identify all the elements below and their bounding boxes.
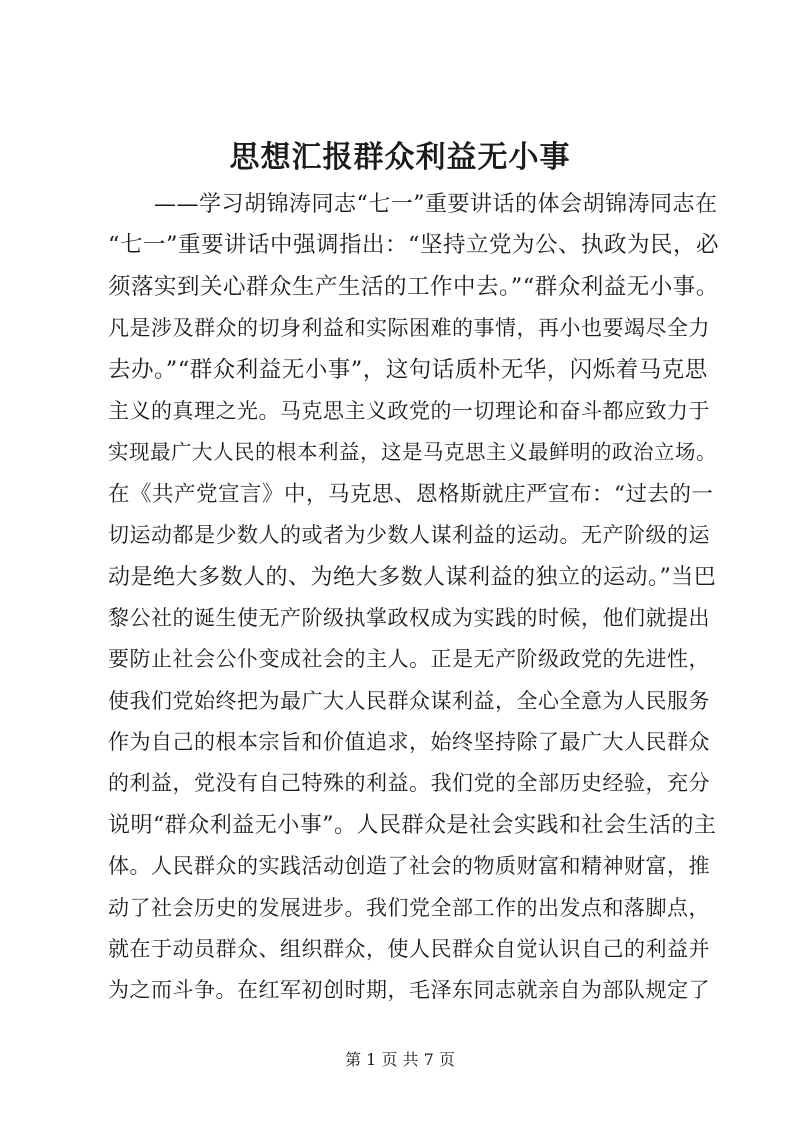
body-line: 凡是涉及群众的切身利益和实际困难的事情，再小也要竭尽全力 xyxy=(108,316,710,341)
page-footer: 第 1 页 共 7 页 xyxy=(345,1050,455,1069)
body-line: 在《共产党宣言》中，马克思、恩格斯就庄严宣布：“过去的一 xyxy=(108,481,714,507)
body-line: 的利益，党没有自己特殊的利益。我们党的全部历史经验，充分 xyxy=(108,771,710,796)
document-body xyxy=(108,184,720,1012)
body-line: 黎公社的诞生使无产阶级执掌政权成为实践的时候，他们就提出 xyxy=(108,605,710,630)
body-line: 要防止社会公仆变成社会的主人。正是无产阶级政党的先进性， xyxy=(108,647,710,672)
body-line: 说明“群众利益无小事”。人民群众是社会实践和社会生活的主 xyxy=(108,812,717,838)
body-line: 须落实到关心群众生产生活的工作中去。”“群众利益无小事。 xyxy=(108,273,719,300)
body-line: 去办。”“群众利益无小事”，这句话质朴无华，闪烁着马克思 xyxy=(108,356,708,383)
body-line: 作为自己的根本宗旨和价值追求，始终坚持除了最广大人民群众 xyxy=(108,730,710,755)
body-line: 体。人民群众的实践活动创造了社会的物质财富和精神财富，推 xyxy=(108,854,710,879)
body-line: 切运动都是少数人的或者为少数人谋利益的运动。无产阶级的运 xyxy=(108,523,710,548)
body-line: 就在于动员群众、组织群众，使人民群众自觉认识自己的利益并 xyxy=(108,937,710,962)
body-line: 动了社会历史的发展进步。我们党全部工作的出发点和落脚点， xyxy=(108,895,710,920)
body-line: ——学习胡锦涛同志“七一”重要讲话的体会胡锦涛同志在 xyxy=(154,192,718,217)
body-line: 动是绝大多数人的、为绝大多数人谋利益的独立的运动。”当巴 xyxy=(108,564,717,590)
body-line: “七一”重要讲话中强调指出：“坚持立党为公、执政为民，必 xyxy=(108,232,720,259)
document-title: 思想汇报群众利益无小事 xyxy=(229,140,571,175)
body-line: 实现最广大人民的根本利益，这是马克思主义最鲜明的政治立场。 xyxy=(108,440,717,465)
body-line: 为之而斗争。在红军初创时期，毛泽东同志就亲自为部队规定了 xyxy=(108,978,710,1003)
body-line: 使我们党始终把为最广大人民群众谋利益，全心全意为人民服务 xyxy=(108,688,710,713)
body-line: 主义的真理之光。马克思主义政党的一切理论和奋斗都应致力于 xyxy=(108,398,710,423)
